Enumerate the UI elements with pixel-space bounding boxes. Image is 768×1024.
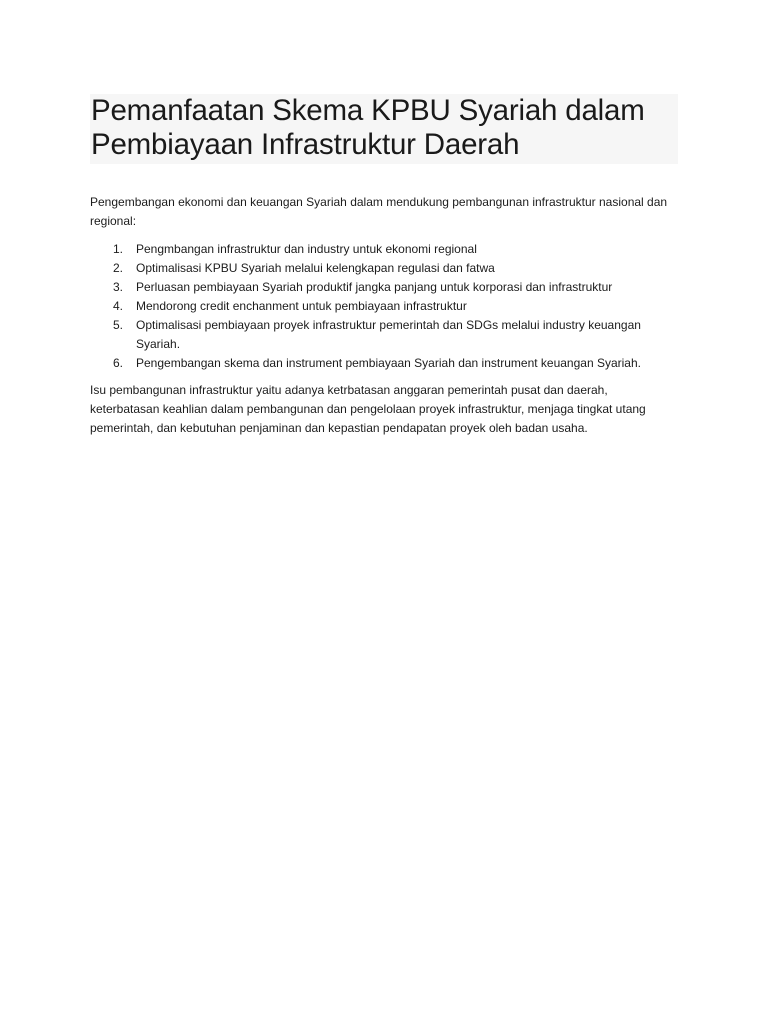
list-item-number: 1. [113,242,124,256]
list-item [90,278,680,297]
intro-paragraph: Pengembangan ekonomi dan keuangan Syariah dalam mendukung pembangunan infrastruktur nasional dan regional: [90,195,668,228]
list-item-text: Pengembangan skema dan instrument pembiayaan Syariah dan instrument keuangan Syariah. [136,356,641,370]
list-item [90,316,680,354]
list-item-text: Perluasan pembiayaan Syariah produktif jangka panjang untuk korporasi dan infrastruktur [136,280,613,294]
title-line-1: Pemanfaatan Skema KPBU Syariah dalam [91,94,645,127]
list-item-number: 3. [113,280,124,294]
list-item [90,297,680,316]
numbered-list [90,240,680,373]
title-line-2: Pembiayaan Infrastruktur Daerah [91,128,520,161]
list-item-number: 6. [113,356,124,370]
list-item-text: Mendorong credit enchanment untuk pembiayaan infrastruktur [136,299,467,313]
list-item-text: Pengmbangan infrastruktur dan industry untuk ekonomi regional [136,242,477,256]
list-item-text: Optimalisasi KPBU Syariah melalui kelengkapan regulasi dan fatwa [136,261,495,275]
list-item-number: 4. [113,299,124,313]
closing-paragraph: Isu pembangunan infrastruktur yaitu adanya ketrbatasan anggaran pemerintah pusat dan daerah, keterbatasan keahlian dalam pembangunan dan pengelolaan proyek infrastruktur, menjaga tingkat utang pemerintah, dan kebutuhan penjaminan dan kepastian pendapatan proyek oleh badan usaha. [90,383,646,435]
page-title [90,94,678,162]
title-block [90,94,678,164]
list-item-number: 2. [113,261,124,275]
list-item-text: Optimalisasi pembiayaan proyek infrastruktur pemerintah dan SDGs melalui industry keuangan Syariah. [136,318,641,351]
list-item [90,240,680,259]
list-item [90,354,680,373]
list-item-number: 5. [113,318,124,332]
list-item [90,259,680,278]
